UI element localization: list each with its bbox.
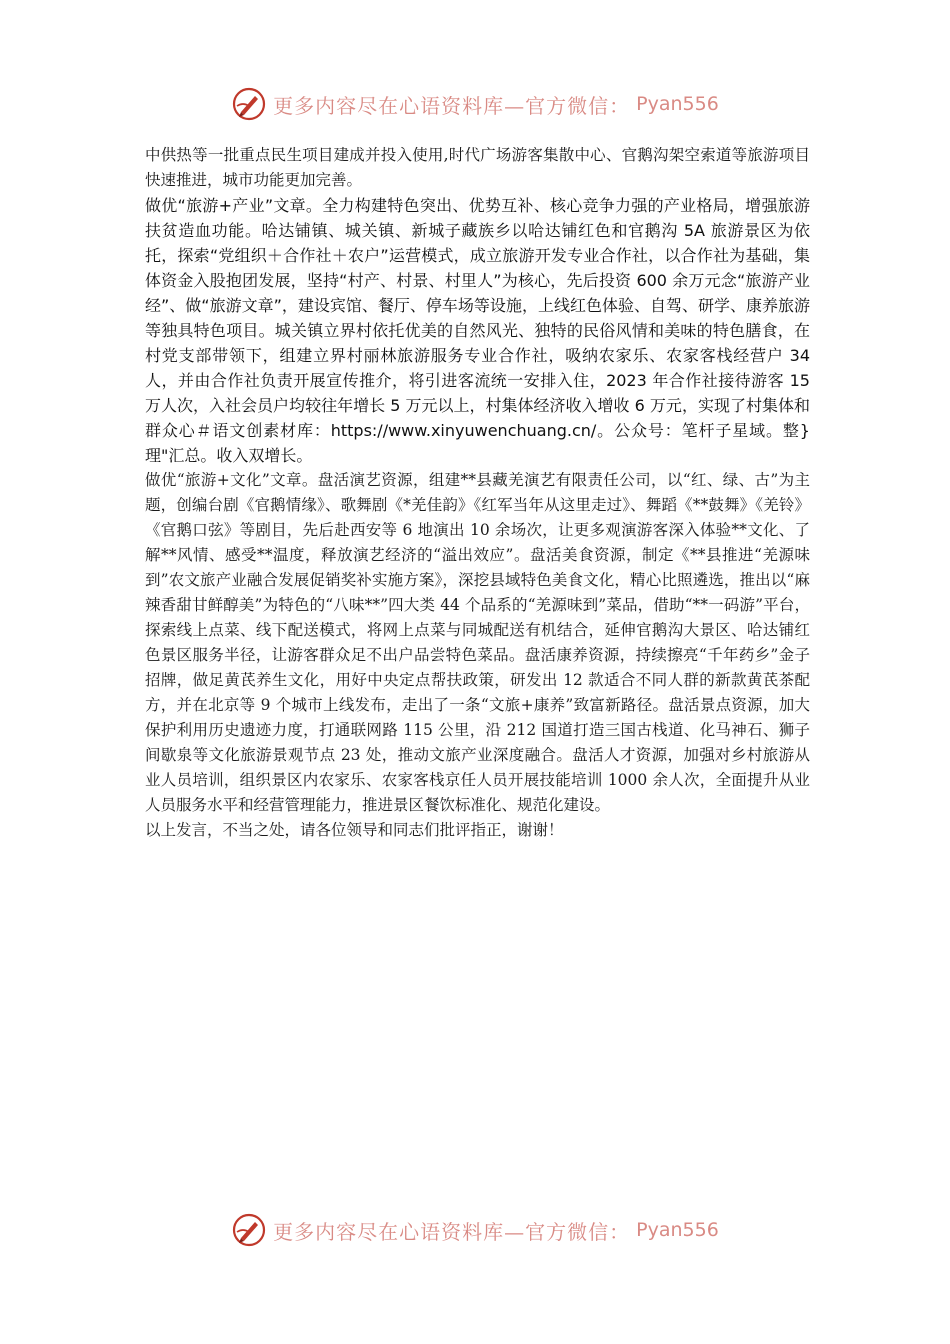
- watermark-footer: [0, 1210, 950, 1250]
- paragraph-2: 做优“旅游+产业”文章。全力构建特色突出、优势互补、核心竞争力强的产业格局，增强旅游扶贫造血功能。哈达铺镇、城关镇、新城子藏族乡以哈达铺红色和官鹅沟 5A 旅游景区为依托，探索“党组织＋合作社＋农户”运营模式，成立旅游开发专业合作社，以合作社为基础，集体资金入股抱团发展，坚持“村产、村景、村里人”为核心，先后投资 600 余万元念“旅游产业经”、做“旅游文章”，建设宾馆、餐厅、停车场等设施，上线红色体验、自驾、研学、康养旅游等独具特色项目。城关镇立界村依托优美的自然风光、独特的民俗风情和美味的特色膳食，在村党支部带领下，组建立界村丽林旅游服务专业合作社，吸纳农家乐、农家客栈经营户 34 人，并由合作社负责开展宣传推介，将引进客流统一安排入住，2023 年合作社接待游客 15 万人次，入社会员户均较往年增长 5 万元以上，村集体经济收入增收 6 万元，实现了村集体和群众心＃语文创素材库：https://www.xinyuwenchuang.cn/。公众号：笔杆子星域。整}理"汇总。收入双增长。: [145, 196, 810, 465]
- paragraph-3: 做优“旅游+文化”文章。盘活演艺资源，组建**县藏羌演艺有限责任公司，以“红、绿、古”为主题，创编台剧《官鹅情缘》、歌舞剧《*羌佳韵》《红军当年从这里走过》、舞蹈《**鼓舞》《羌铃》《官鹅口弦》等剧目，先后赴西安等 6 地演出 10 余场次，让更多观演游客深入体验**文化、了解**风情、感受**温度，释放演艺经济的“溢出效应”。盘活美食资源，制定《**县推进“羌源味到”农文旅产业融合发展促销奖补实施方案》，深挖县域特色美食文化，精心比照遴选，推出以“麻辣香甜甘鲜醇美”为特色的“八味**”四大类 44 个品系的“羌源味到”菜品，借助“**一码游”平台，探索线上点菜、线下配送模式，将网上点菜与同城配送有机结合，延伸官鹅沟大景区、哈达铺红色景区服务半径，让游客群众足不出户品尝特色菜品。盘活康养资源，持续擦亮“千年药乡”金子招牌，做足黄芪养生文化，用好中央定点帮扶政策，研发出 12 款适合不同人群的新款黄芪茶配方，并在北京等 9 个城市上线发布，走出了一条“文旅+康养”致富新路径。盘活景点资源，加大保护利用历史遗迹力度，打通联网路 115 公里，沿 212 国道打造三国古栈道、化马神石、狮子间歇泉等文化旅游景观节点 23 处，推动文旅产业深度融合。盘活人才资源，加强对乡村旅游从业人员培训，组织景区内农家乐、农家客栈京任人员开展技能培训 1000 余人次，全面提升从业人员服务水平和经营管理能力，推进景区餐饮标准化、规范化建设。: [145, 471, 810, 814]
- watermark-text: 更多内容尽在心语资料库—官方微信：: [273, 1219, 631, 1244]
- watermark-wechat-id: Pyan556: [636, 1219, 719, 1241]
- watermark-header: [0, 84, 950, 124]
- paragraph-4: 以上发言，不当之处，请各位领导和同志们批评指正，谢谢！: [145, 821, 564, 839]
- watermark-wechat-id: Pyan556: [636, 93, 719, 115]
- document-body: [145, 143, 810, 843]
- paragraph-1: 中供热等一批重点民生项目建成并投入使用,时代广场游客集散中心、官鹅沟架空索道等旅游项目快速推进，城市功能更加完善。: [145, 146, 810, 189]
- pen-logo-icon: [231, 1212, 267, 1248]
- pen-logo-icon: [231, 86, 267, 122]
- watermark-text: 更多内容尽在心语资料库—官方微信：: [273, 93, 631, 118]
